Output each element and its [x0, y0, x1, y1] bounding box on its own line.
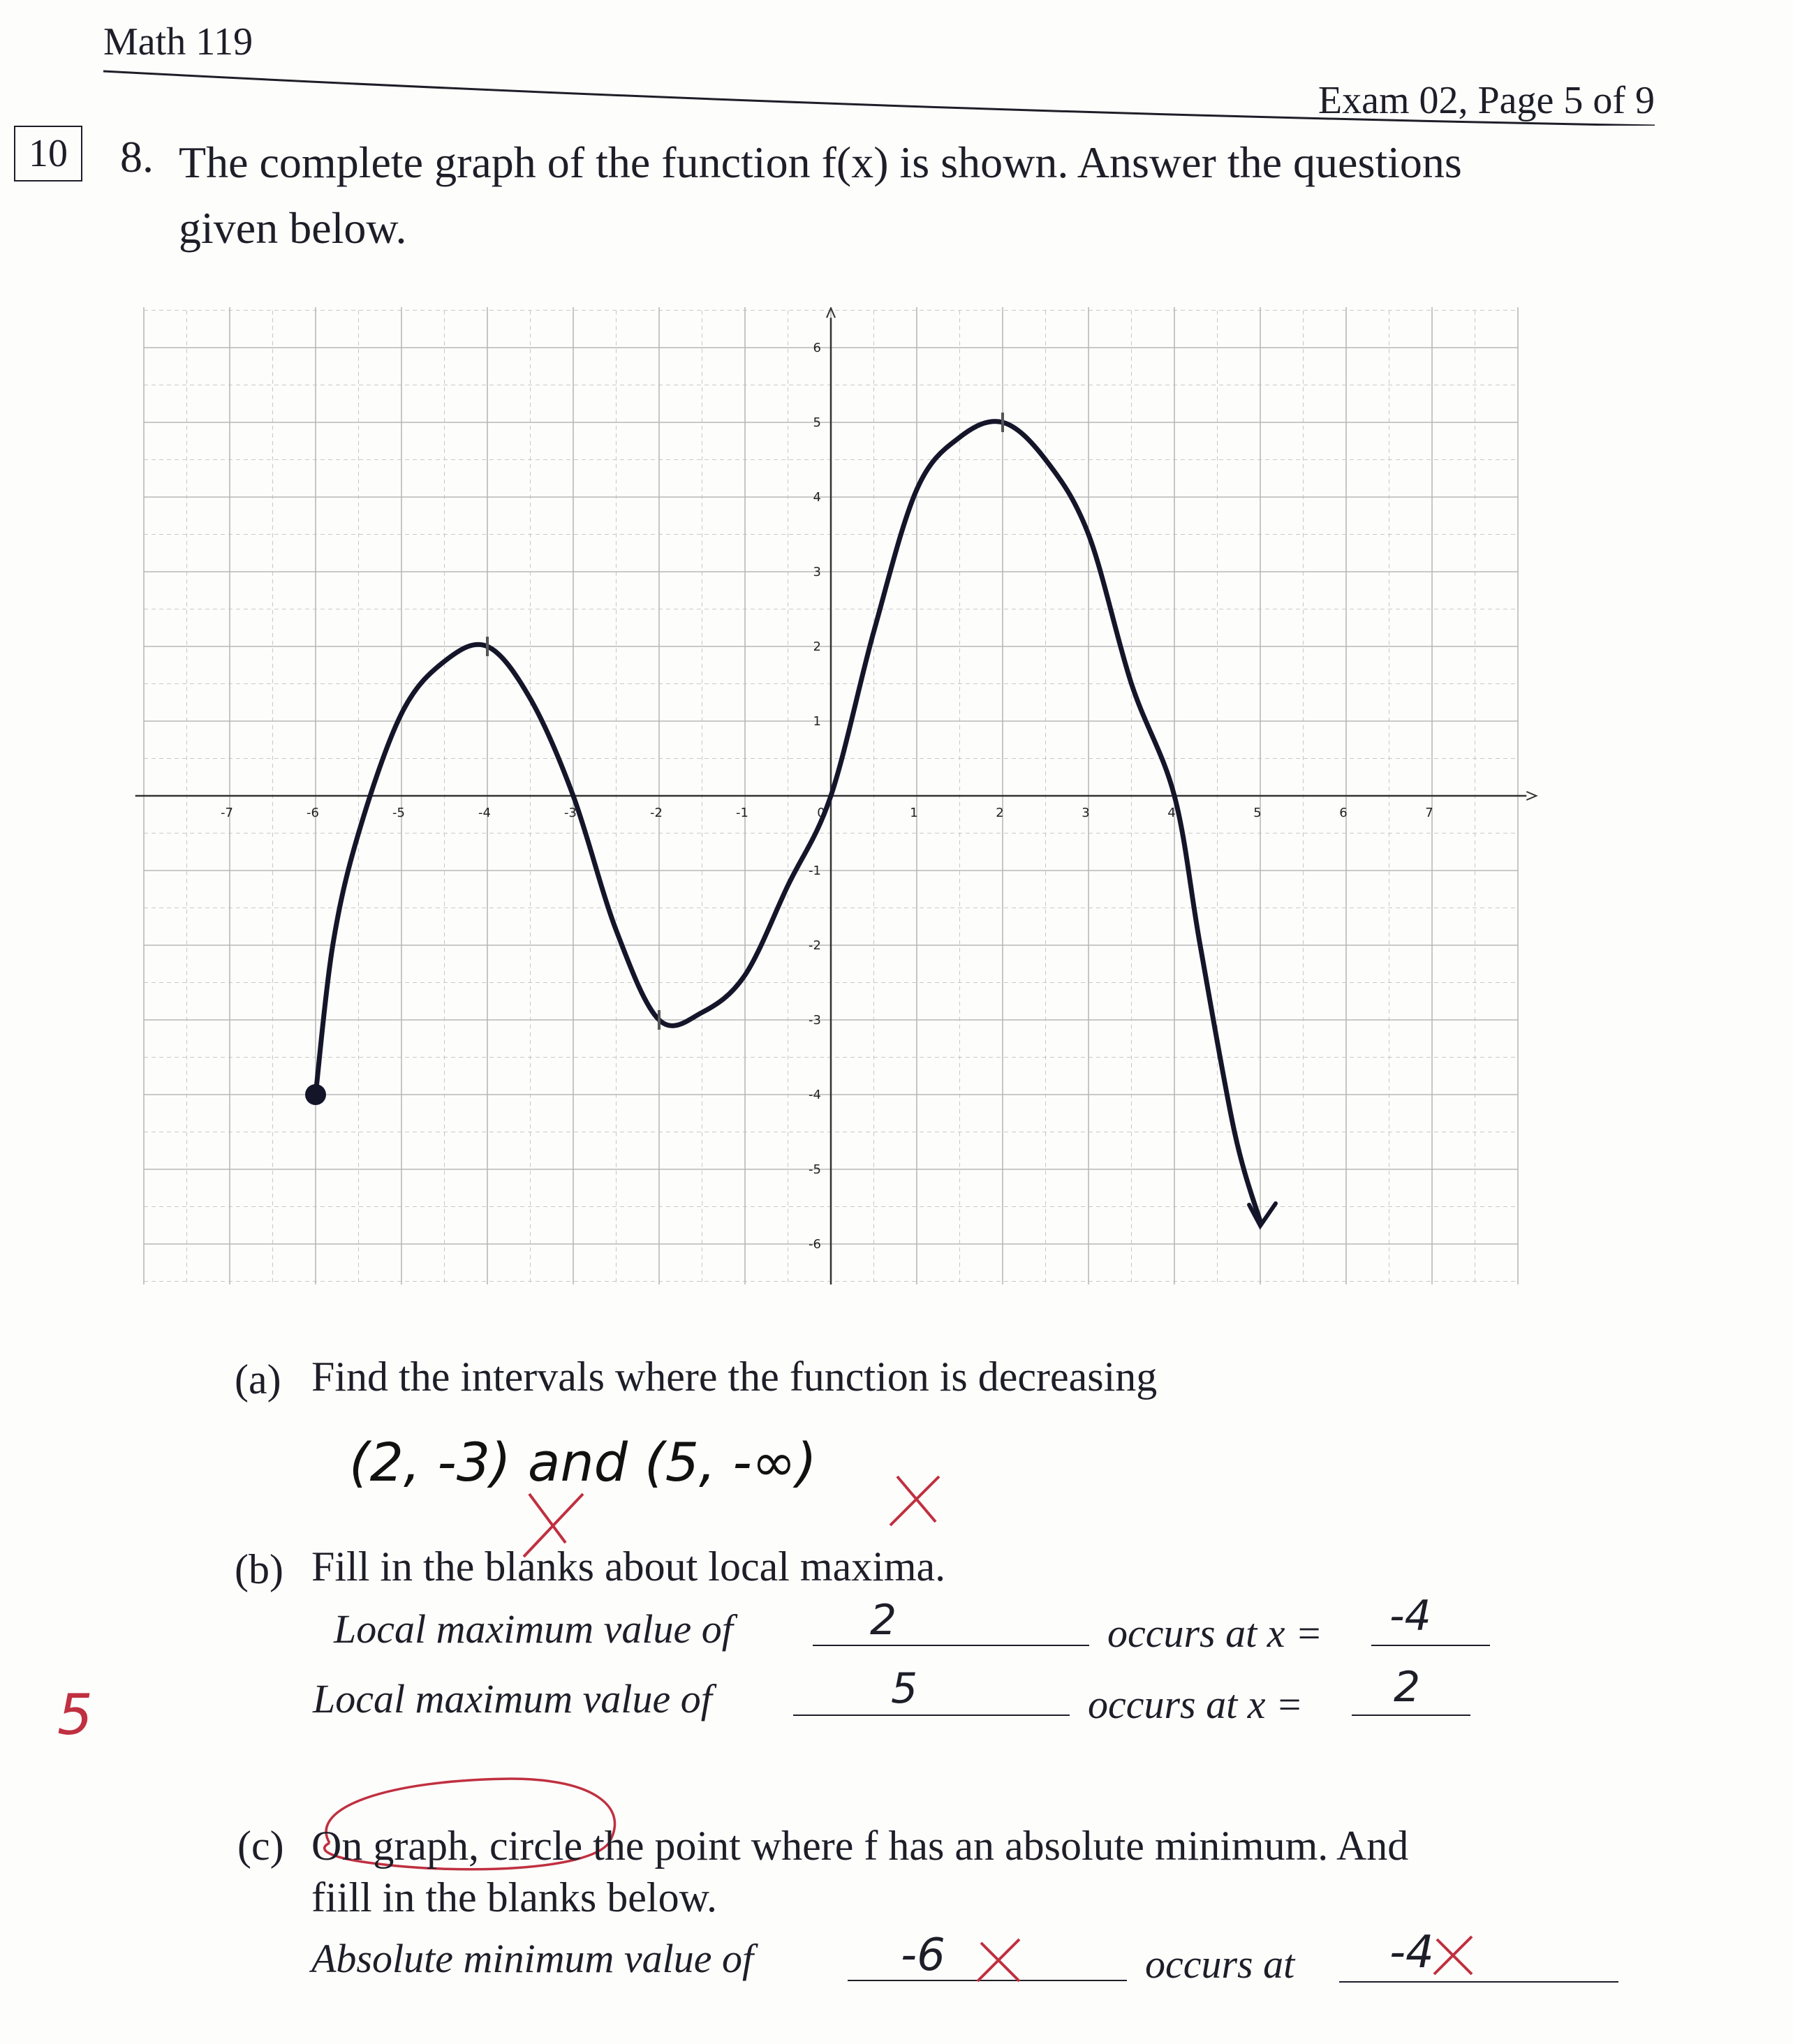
local-max-2-mid: occurs at x =: [1088, 1682, 1304, 1727]
y-tick-label: -1: [809, 864, 821, 878]
x-tick-label: -6: [307, 806, 319, 820]
page-info: Exam 02, Page 5 of 9: [1318, 79, 1655, 122]
part-a-label: (a): [235, 1356, 281, 1402]
x-tick-label: -7: [221, 806, 233, 820]
y-tick-label: 6: [813, 341, 821, 355]
abs-min-prefix: Absolute minimum value of: [311, 1936, 754, 1981]
course-title: Math 119: [103, 20, 253, 64]
y-tick-label: -3: [809, 1013, 821, 1028]
x-tick-label: -4: [478, 806, 491, 820]
axes: [135, 308, 1537, 1284]
y-tick-label: -4: [809, 1088, 821, 1102]
x-tick-label: 7: [1425, 806, 1433, 820]
grader-x-mark: [883, 1469, 946, 1532]
x-tick-label: 2: [996, 806, 1004, 820]
part-a-prompt: Find the intervals where the function is decreasing: [311, 1354, 1158, 1400]
x-tick-label: 5: [1253, 806, 1262, 820]
x-tick-label: -3: [564, 806, 577, 820]
local-max-1-x-blank: [1371, 1645, 1490, 1646]
part-b-label: (b): [235, 1546, 283, 1592]
part-a-answer: (2, -3) and (5, -∞): [349, 1431, 817, 1493]
x-tick-label: 0: [817, 806, 825, 820]
function-graph: [0, 307, 1793, 1284]
y-tick-label: -6: [809, 1237, 821, 1252]
x-tick-label: -2: [650, 806, 663, 820]
x-tick-label: -1: [736, 806, 748, 820]
y-tick-label: 5: [813, 415, 821, 430]
question-number: 8.: [120, 132, 154, 182]
y-tick-label: 3: [813, 565, 821, 579]
local-max-1-blank: [813, 1645, 1089, 1646]
y-tick-label: -2: [809, 938, 821, 953]
local-max-1-mid: occurs at x =: [1107, 1610, 1323, 1656]
score-box: 10: [14, 126, 82, 182]
local-max-1-value: 2: [870, 1596, 897, 1645]
local-max-2-x-blank: [1352, 1715, 1470, 1716]
local-max-2-x: 2: [1394, 1663, 1421, 1712]
abs-min-x: -4: [1389, 1927, 1434, 1978]
margin-score: 5: [57, 1682, 93, 1747]
part-c-prompt-continued: fiill in the blanks below.: [311, 1874, 718, 1920]
closed-endpoint: [305, 1084, 326, 1105]
abs-min-value: -6: [901, 1930, 945, 1981]
local-max-1-x: -4: [1389, 1592, 1431, 1641]
question-text-continued: given below.: [179, 203, 407, 253]
x-tick-label: -5: [392, 806, 405, 820]
local-max-2-prefix: Local maximum value of: [313, 1676, 712, 1721]
question-text: The complete graph of the function f(x) is shown. Answer the questions: [179, 138, 1462, 187]
y-tick-label: 2: [813, 639, 821, 654]
local-max-2-blank: [793, 1715, 1070, 1716]
abs-min-mid: occurs at: [1145, 1941, 1295, 1987]
x-tick-label: 3: [1082, 806, 1090, 820]
abs-min-x-blank: [1339, 1981, 1618, 1983]
y-tick-label: 4: [813, 490, 821, 505]
grader-x-mark: [971, 1932, 1026, 1988]
local-max-1-prefix: Local maximum value of: [334, 1606, 733, 1652]
x-tick-label: 6: [1339, 806, 1348, 820]
part-c-prompt: On graph, circle the point where f has an absolute minimum. And: [311, 1823, 1409, 1869]
x-axis-arrow: [1526, 792, 1536, 800]
y-tick-label: 1: [813, 714, 821, 729]
x-tick-label: 1: [910, 806, 918, 820]
grader-x-mark: [1429, 1931, 1477, 1980]
x-tick-label: 4: [1167, 806, 1176, 820]
y-tick-label: -5: [809, 1162, 821, 1177]
part-b-prompt: Fill in the blanks about local maxima.: [311, 1543, 946, 1590]
part-c-label: (c): [237, 1823, 284, 1869]
local-max-2-value: 5: [891, 1664, 918, 1713]
